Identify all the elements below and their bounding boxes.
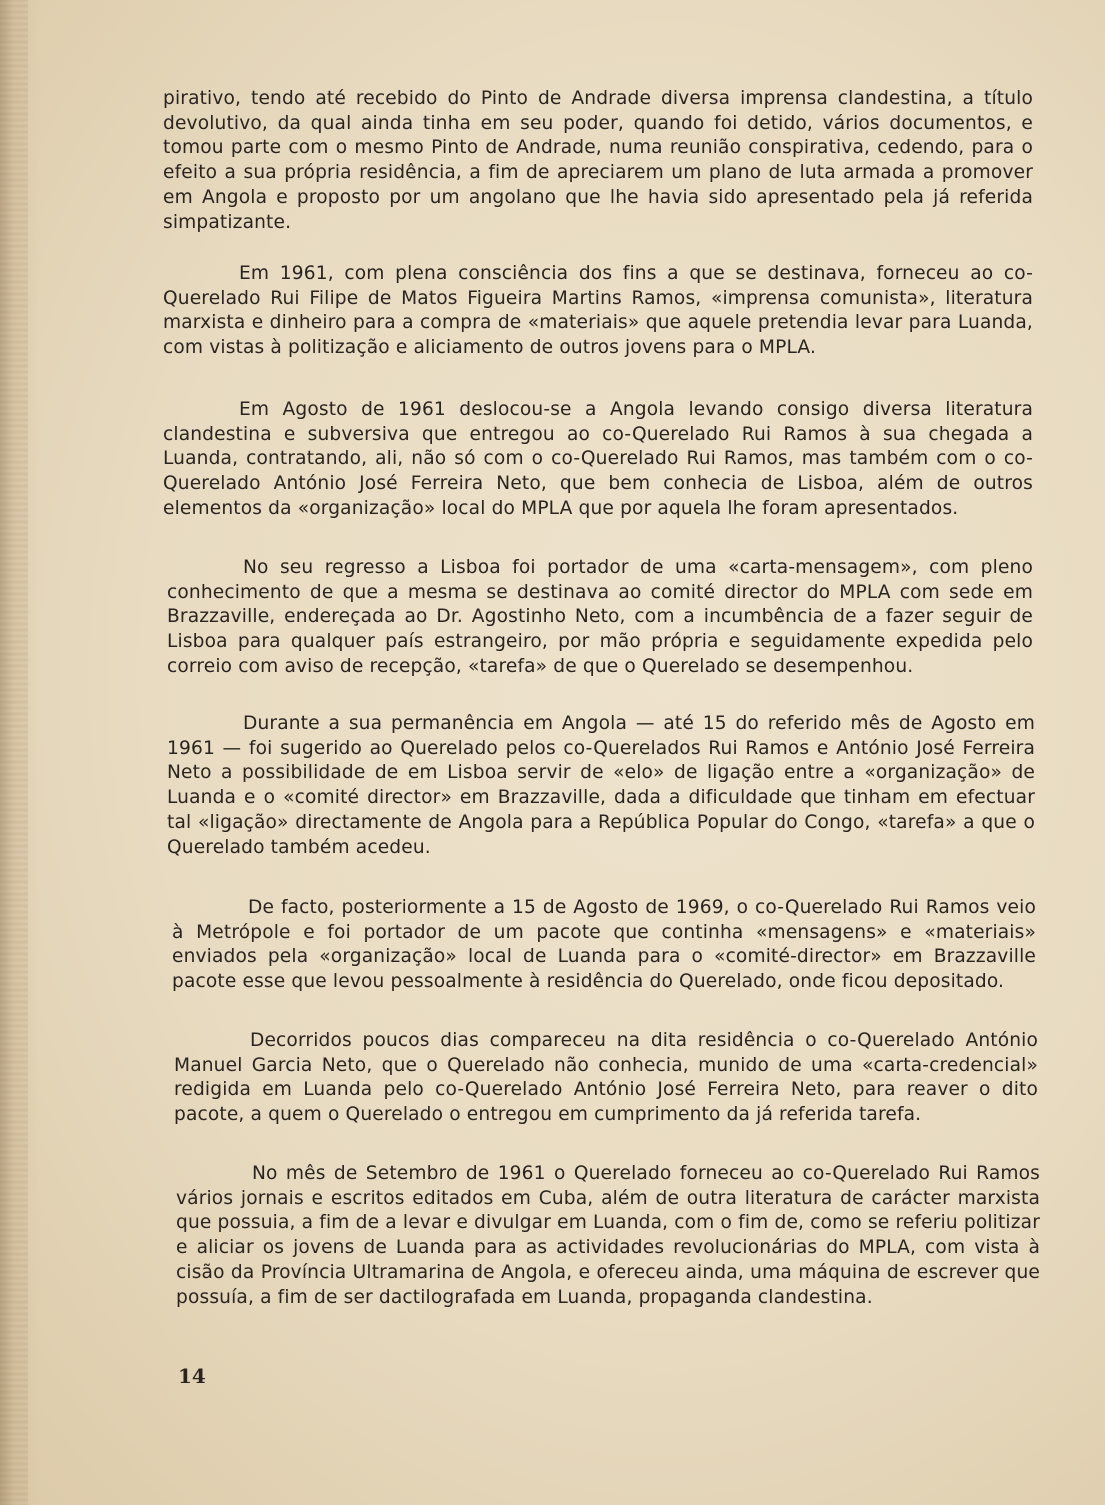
paragraph-7: Decorridos poucos dias compareceu na dita residência o co-Querelado António Manuel Garcia Neto, que o Querelado não conhecia, munido de uma «carta-credencial» redigida em Luanda pelo co-Querelado António José Ferreira Neto, para reaver o dito pacote, a quem o Querelado o entregou em cumprimento da já referida tarefa. — [174, 1030, 1038, 1126]
paragraph-6: De facto, posteriormente a 15 de Agosto de 1969, o co-Querelado Rui Ramos veio à Metrópole e foi portador de um pacote que continha «mensagens» e «materiais» enviados pela «organização» local de Luanda para o «comité-director» em Brazzaville pacote esse que levou pessoalmente à residência do Querelado, onde ficou depositado. — [172, 897, 1036, 993]
paragraph-4: No seu regresso a Lisboa foi portador de uma «carta-mensagem», com pleno conhecimento de que a mesma se destinava ao comité director do MPLA com sede em Brazzaville, endereçada ao Dr. Agostinho Neto, com a incumbência de a fazer seguir de Lisboa para qualquer país estrangeiro, por mão própria e seguidamente expedida pelo correio com aviso de recepção, «tarefa» de que o Querelado se desempenhou. — [167, 557, 1033, 677]
paragraph-2: Em 1961, com plena consciência dos fins a que se destinava, forneceu ao co-Querelado Rui Filipe de Matos Figueira Martins Ramos, «imprensa comunista», literatura marxista e dinheiro para a compra de «materiais» que aquele pretendia levar para Luanda, com vistas à politização e aliciamento de outros jovens para o MPLA. — [163, 263, 1033, 359]
text-block-8 — [176, 1162, 1040, 1310]
text-block-3 — [163, 398, 1033, 522]
paragraph-3: Em Agosto de 1961 deslocou-se a Angola levando consigo diversa literatura clandestina e subversiva que entregou ao co-Querelado Rui Ramos à sua chegada a Luanda, contratando, ali, não só com o co-Querelado Rui Ramos, mas também com o co-Querelado António José Ferreira Neto, que bem conhecia de Lisboa, além de outros elementos da «organização» local do MPLA que por aquela lhe foram apresentados. — [163, 399, 1033, 519]
page-binding-edge — [0, 0, 28, 1505]
text-block-4 — [167, 556, 1033, 680]
text-block-7 — [174, 1029, 1038, 1128]
text-block-5 — [167, 712, 1035, 860]
paragraph-8: No mês de Setembro de 1961 o Querelado forneceu ao co-Querelado Rui Ramos vários jornais e escritos editados em Cuba, além de outra literatura de carácter marxista que possuia, a fim de a levar e divulgar em Luanda, com o fim de, como se referiu politizar e aliciar os jovens de Luanda para as actividades revolucionárias do MPLA, com vista à cisão da Província Ultramarina de Angola, e ofereceu ainda, uma máquina de escrever que possuía, a fim de ser dactilografada em Luanda, propaganda clandestina. — [176, 1163, 1040, 1308]
paragraph-1: pirativo, tendo até recebido do Pinto de Andrade diversa imprensa clandestina, a título devolutivo, da qual ainda tinha em seu poder, quando foi detido, vários documentos, e tomou parte com o mesmo Pinto de Andrade, numa reunião conspirativa, cedendo, para o efeito a sua própria residência, a fim de apreciarem um plano de luta armada a promover em Angola e proposto por um angolano que lhe havia sido apresentado pela já referida simpatizante. — [163, 88, 1033, 233]
text-block-1 — [163, 87, 1033, 235]
page-number: 14 — [178, 1364, 206, 1388]
text-block-6 — [172, 896, 1036, 995]
paragraph-5: Durante a sua permanência em Angola — até 15 do referido mês de Agosto em 1961 — foi sugerido ao Querelado pelos co-Querelados Rui Ramos e António José Ferreira Neto a possibilidade de em Lisboa servir de «elo» de ligação entre a «organização» de Luanda e o «comité director» em Brazzaville, dada a dificuldade que tinham em efectuar tal «ligação» directamente de Angola para a República Popular do Congo, «tarefa» a que o Querelado também acedeu. — [167, 713, 1035, 858]
text-block-2 — [163, 262, 1033, 361]
